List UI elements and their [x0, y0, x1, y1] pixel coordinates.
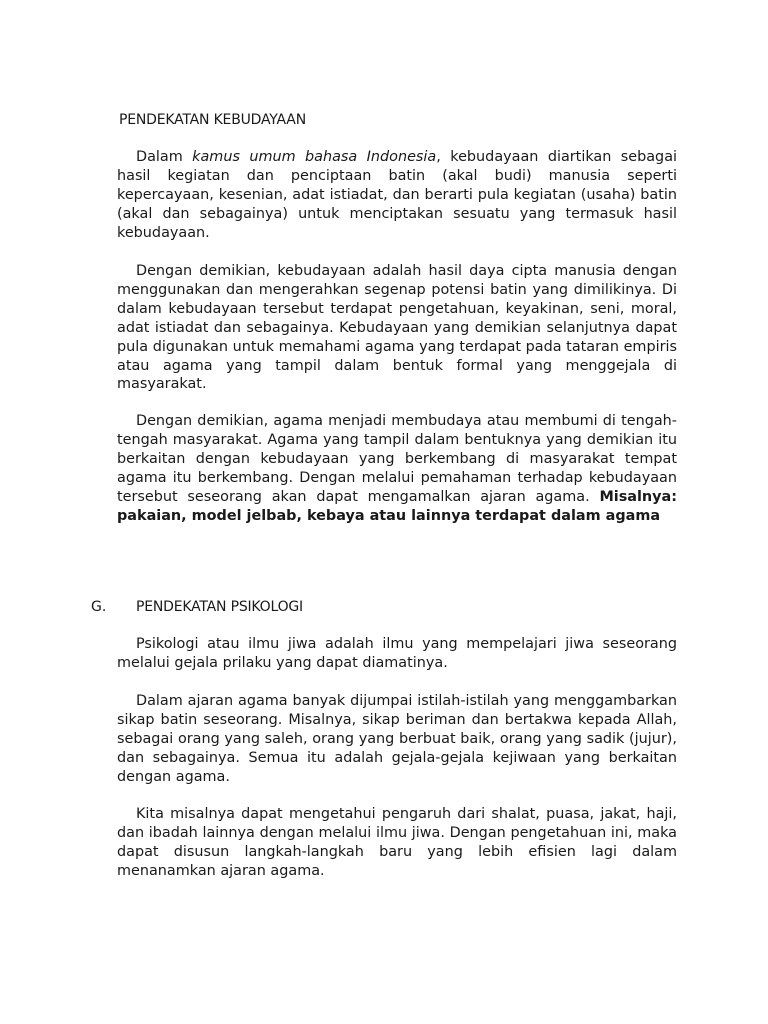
paragraph-psikologi-3: Kita misalnya dapat mengetahui pengaruh dari shalat, puasa, jakat, haji, dan ibadah lainnya dengan melalui ilmu jiwa. Dengan pengetahuan ini, maka dapat disusun langkah-langkah baru yang lebih efisien lagi dalam menanamkan ajaran agama. [117, 806, 677, 879]
paragraph-text: , kebudayaan diartikan sebagai hasil kegiatan dan penciptaan batin (akal budi) manusia seperti kepercayaan, kesenian, adat istiadat, dan berarti pula kegiatan (usaha) batin (akal dan sebagainya) untuk menciptakan sesuatu yang termasuk hasil kebudayaan. [117, 149, 678, 241]
paragraph-psikologi-2: Dalam ajaran agama banyak dijumpai istilah-istilah yang menggambarkan sikap batin seseorang. Misalnya, sikap beriman dan bertakwa kepada Allah, sebagai orang yang saleh, orang yang berbuat baik, orang yang sadik (jujur), dan sebagainya. Semua itu adalah gejala-gejala kejiwaan yang berkaitan dengan agama. [117, 693, 677, 785]
paragraph-psikologi-1: Psikologi atau ilmu jiwa adalah ilmu yang mempelajari jiwa seseorang melalui gejala prilaku yang dapat diamatinya. [117, 636, 677, 671]
italic-term: kamus umum bahasa Indonesia [192, 149, 437, 165]
paragraph-text: Dalam [136, 149, 193, 165]
paragraph-kebudayaan-3 [117, 412, 677, 525]
paragraph-text: Dengan demikian, agama menjadi membudaya atau membumi di tengah-tengah masyarakat. Agama yang tampil dalam bentuknya yang demikian itu berkaitan dengan kebudayaan yang berkembang di masyarakat tempat agama itu berkembang. Dengan melalui pemahaman terhadap kebudayaan tersebut seseorang akan dapat mengamalkan ajaran agama. [117, 413, 677, 505]
section-heading-psikologi: PENDEKATAN PSIKOLOGI [136, 599, 303, 615]
paragraph-kebudayaan-2: Dengan demikian, kebudayaan adalah hasil daya cipta manusia dengan menggunakan dan mengerahkan segenap potensi batin yang dimilikinya. Di dalam kebudayaan tersebut terdapat pengetahuan, keyakinan, seni, moral, adat istiadat dan sebagainya. Kebudayaan yang demikian selanjutnya dapat pula digunakan untuk memahami agama yang terdapat pada tataran empiris atau agama yang tampil dalam bentuk formal yang menggejala di masyarakat. [117, 263, 677, 393]
bold-example: Misalnya: pakaian, model jelbab, kebaya atau lainnya terdapat dalam agama [117, 488, 677, 524]
paragraph-kebudayaan-1 [117, 148, 677, 243]
section-number: G. [91, 599, 107, 615]
section-heading-kebudayaan: PENDEKATAN KEBUDAYAAN [119, 112, 306, 128]
